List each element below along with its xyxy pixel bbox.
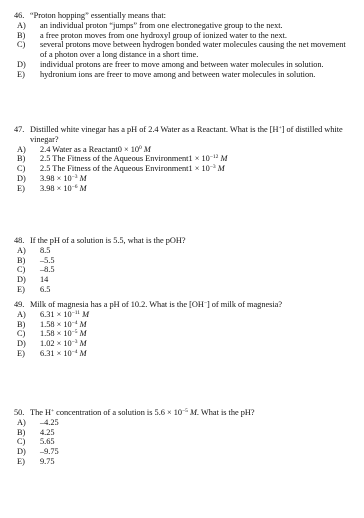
choice-letter: E) [17, 69, 25, 79]
choice-text: 14 [40, 275, 49, 285]
choice-letter: A) [17, 245, 26, 255]
choice-c[interactable] [14, 40, 354, 60]
question-text: Milk of magnesia has a pH of 10.2. What is the [OH−] of milk of magnesia? [30, 300, 283, 309]
choice-text: $1.02 \times 10^{-3}$ M [40, 339, 87, 349]
question-stem [14, 408, 354, 418]
choice-d[interactable] [14, 275, 354, 285]
question-number: 46. [14, 11, 25, 20]
choice-d[interactable] [14, 174, 354, 184]
choice-a[interactable] [14, 246, 354, 256]
choice-text: 8.5 [40, 245, 51, 255]
question-47 [14, 125, 354, 194]
choice-letter: B) [17, 255, 26, 265]
choice-text: 2.4 Water as a Reactant0 × $10^0$ M [40, 144, 151, 154]
choice-text: 9.75 [40, 456, 55, 466]
question-text: Distilled white vinegar has a pH of 2.4 Water as a Reactant. What is the [H+] of distilled white vinegar? [30, 125, 343, 144]
choice-letter: B) [17, 427, 26, 437]
choice-letter: B) [17, 154, 26, 164]
choice-a[interactable] [14, 145, 354, 155]
choice-c[interactable] [14, 164, 354, 174]
choice-b[interactable] [14, 154, 354, 164]
choice-text: 2.5 The Fitness of the Aqueous Environment1 × $10^{-3}$ M [40, 164, 225, 174]
question-stem [14, 125, 354, 145]
choice-c[interactable] [14, 437, 354, 447]
choice-b[interactable] [14, 320, 354, 330]
choice-e[interactable] [14, 457, 354, 467]
choice-text: 4.25 [40, 427, 55, 437]
choice-d[interactable] [14, 447, 354, 457]
choice-text: a free proton moves from one hydroxyl group of ionized water to the next. [40, 30, 287, 40]
choice-c[interactable] [14, 265, 354, 275]
choice-letter: D) [17, 339, 26, 349]
choice-text: $6.31 \times 10^{-11}$ M [40, 309, 90, 319]
choice-d[interactable] [14, 60, 354, 70]
choice-letter: E) [17, 456, 25, 466]
choice-letter: D) [17, 59, 26, 69]
question-number: 48. [14, 236, 25, 245]
choice-e[interactable] [14, 349, 354, 359]
choice-letter: D) [17, 447, 26, 457]
choice-b[interactable] [14, 428, 354, 438]
choice-d[interactable] [14, 339, 354, 349]
choice-text: $3.98 \times 10^{-3}$ M [40, 173, 87, 183]
choice-text: 2.5 The Fitness of the Aqueous Environment1 × $10^{-12}$ M [40, 154, 228, 164]
choice-text: several protons move between hydrogen bonded water molecules causing the net movement of a photon over a long distance in a short time. [40, 40, 346, 60]
choice-text: $3.98 \times 10^{-6}$ M [40, 183, 87, 193]
question-50 [14, 408, 354, 467]
question-text: If the pH of a solution is 5.5, what is the pOH? [30, 236, 186, 245]
question-stem [14, 11, 354, 21]
choice-letter: B) [17, 30, 26, 40]
choice-text: $1.58 \times 10^{-4}$ M [40, 319, 87, 329]
question-text: “Proton hopping” essentially means that: [30, 11, 166, 20]
choice-letter: E) [17, 348, 25, 358]
question-49 [14, 300, 354, 359]
choice-text: $1.58 \times 10^{-5}$ M [40, 329, 87, 339]
choice-letter: E) [17, 183, 25, 193]
choice-letter: C) [17, 265, 26, 275]
choice-letter: A) [17, 309, 26, 319]
choice-a[interactable] [14, 418, 354, 428]
choice-text: 6.5 [40, 284, 51, 294]
choice-letter: C) [17, 40, 26, 50]
question-stem [14, 236, 354, 246]
choice-text: an individual proton “jumps” from one electronegative group to the next. [40, 20, 283, 30]
choice-a[interactable] [14, 21, 354, 31]
choice-text: individual protons are freer to move among and between water molecules in solution. [40, 59, 324, 69]
choice-c[interactable] [14, 329, 354, 339]
choice-text: –4.25 [40, 417, 59, 427]
choice-text: hydronium ions are freer to move among and between water molecules in solution. [40, 69, 316, 79]
choice-e[interactable] [14, 285, 354, 295]
choice-letter: D) [17, 275, 26, 285]
choice-b[interactable] [14, 256, 354, 266]
choice-letter: C) [17, 329, 26, 339]
choice-letter: E) [17, 284, 25, 294]
question-number: 49. [14, 300, 25, 309]
question-text: The H+ concentration of a solution is $5.6 \times 10^{-5}$ M. What is the pH? [30, 408, 255, 417]
choice-letter: B) [17, 319, 26, 329]
choice-text: –5.5 [40, 255, 55, 265]
choice-b[interactable] [14, 31, 354, 41]
choice-a[interactable] [14, 310, 354, 320]
choice-e[interactable] [14, 70, 354, 80]
question-stem [14, 300, 354, 310]
choice-letter: A) [17, 144, 26, 154]
choice-letter: A) [17, 417, 26, 427]
question-48 [14, 236, 354, 295]
choice-text: 5.65 [40, 437, 55, 447]
choice-letter: C) [17, 164, 26, 174]
choice-e[interactable] [14, 184, 354, 194]
choice-letter: D) [17, 173, 26, 183]
choice-text: –9.75 [40, 447, 59, 457]
choice-letter: A) [17, 20, 26, 30]
question-number: 50. [14, 408, 25, 417]
choice-text: $6.31 \times 10^{-4}$ M [40, 348, 87, 358]
question-46 [14, 11, 354, 80]
choice-letter: C) [17, 437, 26, 447]
question-number: 47. [14, 125, 25, 134]
choice-text: –8.5 [40, 265, 55, 275]
